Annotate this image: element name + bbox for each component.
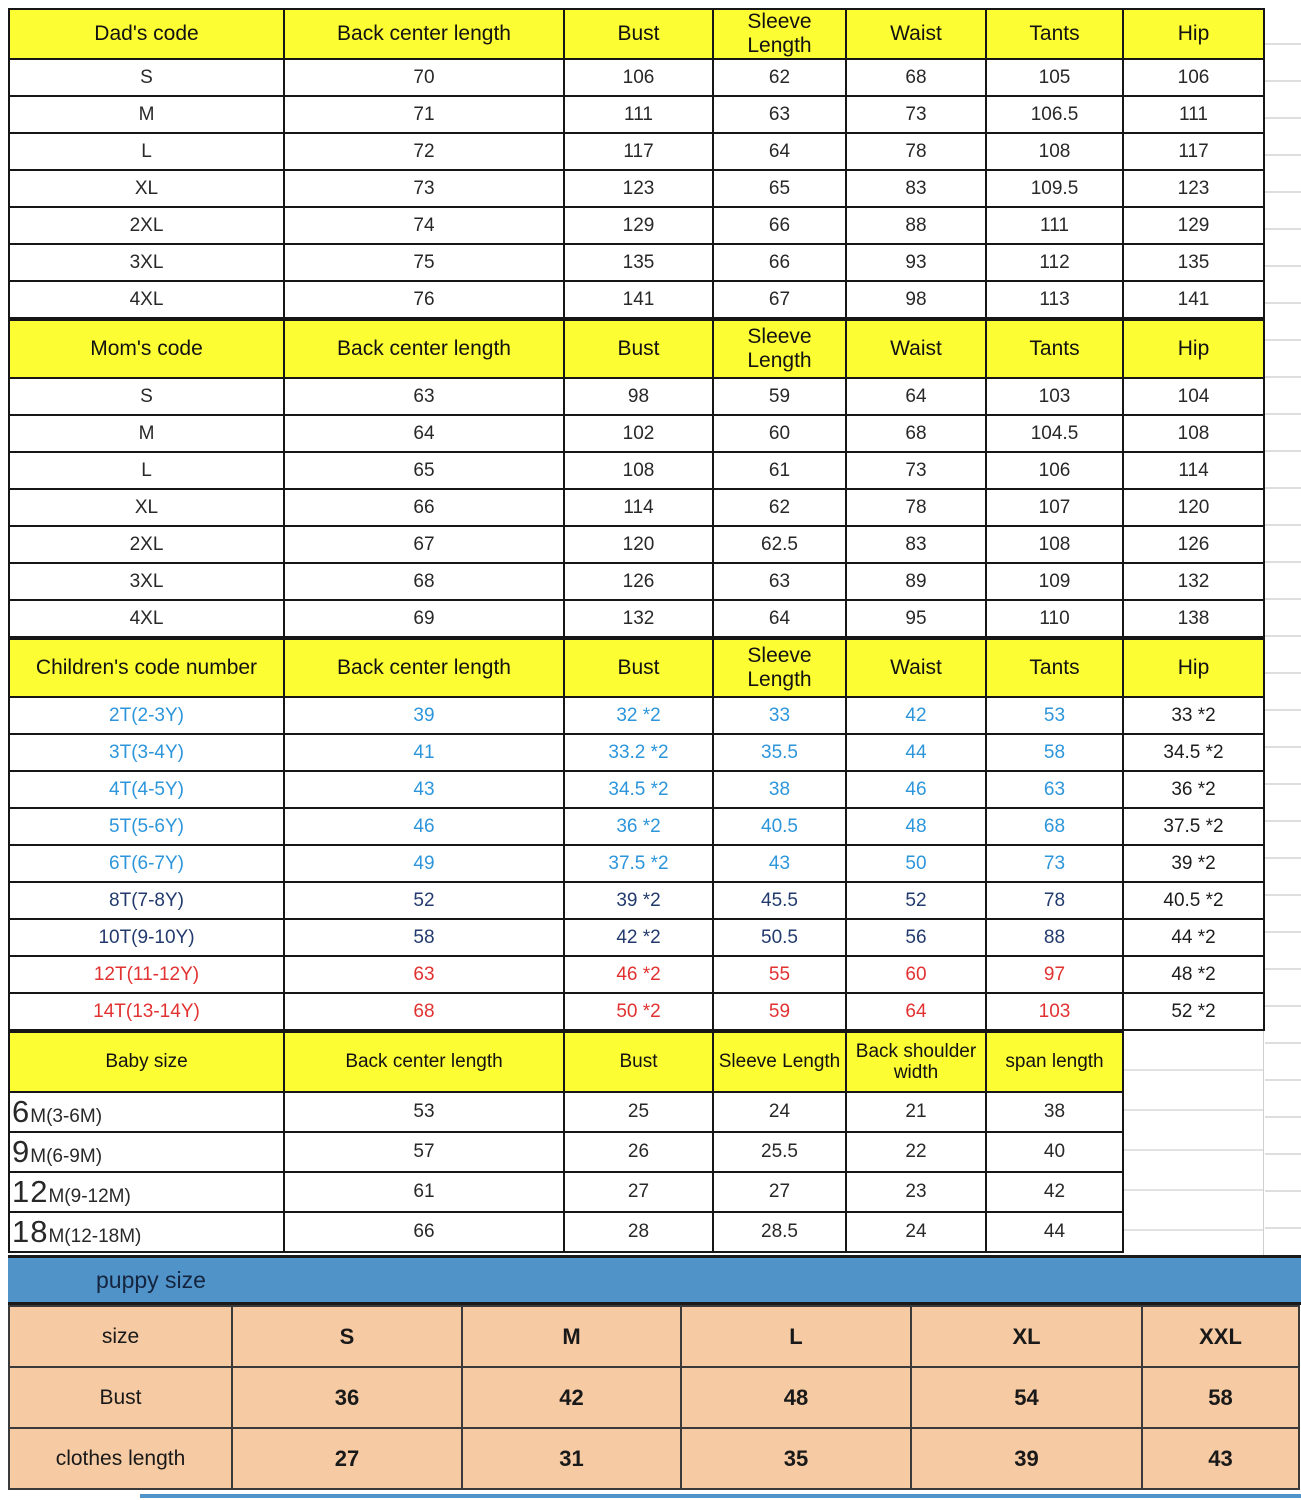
size-cell: 27 <box>564 1172 713 1212</box>
size-cell: 108 <box>1123 415 1264 452</box>
size-cell: 58 <box>284 919 564 956</box>
row-label: L <box>9 452 284 489</box>
size-cell: 68 <box>986 808 1123 845</box>
column-header: Back center length <box>284 639 564 697</box>
size-cell: 126 <box>564 563 713 600</box>
size-cell: 34.5 *2 <box>564 771 713 808</box>
column-header: Hip <box>1123 639 1264 697</box>
size-cell: 43 <box>713 845 846 882</box>
size-cell: 46 <box>846 771 986 808</box>
row-label-rest: M(9-12M) <box>48 1186 131 1207</box>
size-cell: 57 <box>284 1132 564 1172</box>
column-header: Bust <box>564 320 713 378</box>
size-cell: 40 <box>986 1132 1123 1172</box>
size-cell: 53 <box>986 697 1123 734</box>
size-cell: 83 <box>846 526 986 563</box>
size-cell: 76 <box>284 281 564 318</box>
size-cell: 36 *2 <box>564 808 713 845</box>
size-cell: 37.5 *2 <box>1123 808 1264 845</box>
size-cell: 135 <box>564 244 713 281</box>
size-cell: 65 <box>713 170 846 207</box>
size-cell: 63 <box>284 956 564 993</box>
size-cell: 106 <box>564 59 713 96</box>
size-cell: 104 <box>1123 378 1264 415</box>
size-cell: 64 <box>713 600 846 637</box>
row-label: 4XL <box>9 600 284 637</box>
row-label: XL <box>9 170 284 207</box>
size-cell: 22 <box>846 1132 986 1172</box>
size-cell: 36 *2 <box>1123 771 1264 808</box>
size-cell: 50 *2 <box>564 993 713 1030</box>
size-cell: 40.5 *2 <box>1123 882 1264 919</box>
size-cell: 78 <box>846 489 986 526</box>
row-label-big: 9 <box>12 1134 31 1169</box>
size-cell: 58 <box>1142 1367 1299 1428</box>
baby-size-table <box>8 1031 1124 1253</box>
size-cell: 111 <box>1123 96 1264 133</box>
row-label <box>9 1172 284 1212</box>
column-header: Mom's code <box>9 320 284 378</box>
size-cell: 114 <box>1123 452 1264 489</box>
size-cell: 62 <box>713 489 846 526</box>
row-label: 4XL <box>9 281 284 318</box>
size-cell: 68 <box>284 993 564 1030</box>
size-cell: 28 <box>564 1212 713 1252</box>
column-header: Children's code number <box>9 639 284 697</box>
row-label: clothes length <box>9 1428 232 1489</box>
size-cell: 62.5 <box>713 526 846 563</box>
size-cell: 88 <box>986 919 1123 956</box>
row-label: 2T(2-3Y) <box>9 697 284 734</box>
size-cell: 68 <box>846 59 986 96</box>
size-cell: 48 <box>681 1367 911 1428</box>
size-cell: 117 <box>564 133 713 170</box>
size-cell: 54 <box>911 1367 1142 1428</box>
size-cell: 93 <box>846 244 986 281</box>
column-header: Sleeve Length <box>713 1032 846 1092</box>
size-cell: 66 <box>284 489 564 526</box>
row-label: 5T(5-6Y) <box>9 808 284 845</box>
row-label: 8T(7-8Y) <box>9 882 284 919</box>
size-cell: 70 <box>284 59 564 96</box>
row-label: S <box>9 59 284 96</box>
size-cell: 135 <box>1123 244 1264 281</box>
size-cell: 108 <box>986 526 1123 563</box>
size-cell: 52 *2 <box>1123 993 1264 1030</box>
size-cell: 67 <box>284 526 564 563</box>
size-cell: 104.5 <box>986 415 1123 452</box>
size-cell: 48 *2 <box>1123 956 1264 993</box>
size-cell: 39 <box>284 697 564 734</box>
size-cell: 72 <box>284 133 564 170</box>
size-cell: 106 <box>1123 59 1264 96</box>
row-label: 3T(3-4Y) <box>9 734 284 771</box>
size-cell: 48 <box>846 808 986 845</box>
size-cell: 42 <box>986 1172 1123 1212</box>
size-cell: 74 <box>284 207 564 244</box>
size-cell: 75 <box>284 244 564 281</box>
column-header: Tants <box>986 9 1123 59</box>
size-cell: 50.5 <box>713 919 846 956</box>
size-cell: 65 <box>284 452 564 489</box>
size-cell: 55 <box>713 956 846 993</box>
size-cell: 60 <box>846 956 986 993</box>
size-cell: 45.5 <box>713 882 846 919</box>
row-label-rest: M(3-6M) <box>30 1106 103 1127</box>
size-cell: 66 <box>284 1212 564 1252</box>
size-cell: 63 <box>713 563 846 600</box>
size-cell: 43 <box>284 771 564 808</box>
row-label: 2XL <box>9 207 284 244</box>
size-cell: 64 <box>713 133 846 170</box>
size-cell: 42 <box>846 697 986 734</box>
size-cell: 56 <box>846 919 986 956</box>
size-cell: 52 <box>284 882 564 919</box>
size-cell: 42 <box>462 1367 681 1428</box>
size-cell: 106.5 <box>986 96 1123 133</box>
size-cell: 107 <box>986 489 1123 526</box>
size-cell: 49 <box>284 845 564 882</box>
column-header: Tants <box>986 639 1123 697</box>
column-header: Bust <box>564 1032 713 1092</box>
column-header: Sleeve Length <box>713 639 846 697</box>
size-cell: 31 <box>462 1428 681 1489</box>
column-header: Sleeve Length <box>713 320 846 378</box>
size-cell: 61 <box>713 452 846 489</box>
size-cell: 78 <box>986 882 1123 919</box>
size-cell: 89 <box>846 563 986 600</box>
size-cell: 34.5 *2 <box>1123 734 1264 771</box>
size-cell: 23 <box>846 1172 986 1212</box>
size-cell: 98 <box>564 378 713 415</box>
size-cell: 35 <box>681 1428 911 1489</box>
size-cell: 126 <box>1123 526 1264 563</box>
size-cell: 73 <box>846 452 986 489</box>
row-label: S <box>9 378 284 415</box>
column-header: Sleeve Length <box>713 9 846 59</box>
size-cell: 44 <box>986 1212 1123 1252</box>
empty-grid-area <box>1124 1031 1264 1255</box>
column-header: span length <box>986 1032 1123 1092</box>
column-header: Back center length <box>284 9 564 59</box>
row-label: 10T(9-10Y) <box>9 919 284 956</box>
column-header: Back center length <box>284 1032 564 1092</box>
size-cell: 103 <box>986 993 1123 1030</box>
row-label: 3XL <box>9 563 284 600</box>
row-label: 6T(6-7Y) <box>9 845 284 882</box>
dads-size-table <box>8 8 1265 319</box>
size-cell: 52 <box>846 882 986 919</box>
column-header: Baby size <box>9 1032 284 1092</box>
size-cell: 111 <box>564 96 713 133</box>
row-label: 2XL <box>9 526 284 563</box>
row-label: 12T(11-12Y) <box>9 956 284 993</box>
size-cell: 63 <box>986 771 1123 808</box>
size-cell: 26 <box>564 1132 713 1172</box>
size-cell: 43 <box>1142 1428 1299 1489</box>
column-header: Waist <box>846 320 986 378</box>
size-cell: 50 <box>846 845 986 882</box>
size-cell: 120 <box>1123 489 1264 526</box>
size-cell: 141 <box>564 281 713 318</box>
column-header: Bust <box>564 9 713 59</box>
spreadsheet-gutter <box>1265 8 1301 1255</box>
size-cell: 132 <box>564 600 713 637</box>
row-label-rest: M(6-9M) <box>30 1146 103 1167</box>
size-cell: 78 <box>846 133 986 170</box>
row-label-rest: M(12-18M) <box>48 1226 142 1247</box>
column-header: Hip <box>1123 320 1264 378</box>
row-label: 14T(13-14Y) <box>9 993 284 1030</box>
row-label-big: 18 <box>12 1214 49 1249</box>
size-cell: 102 <box>564 415 713 452</box>
size-cell: 42 *2 <box>564 919 713 956</box>
row-label: 4T(4-5Y) <box>9 771 284 808</box>
size-cell: 62 <box>713 59 846 96</box>
size-cell: 103 <box>986 378 1123 415</box>
size-cell: 108 <box>564 452 713 489</box>
row-label <box>9 1212 284 1252</box>
puppy-size-table <box>8 1305 1300 1490</box>
size-cell: 59 <box>713 993 846 1030</box>
size-cell: 27 <box>713 1172 846 1212</box>
row-label: size <box>9 1306 232 1367</box>
size-cell: 129 <box>1123 207 1264 244</box>
size-cell: M <box>462 1306 681 1367</box>
size-cell: 38 <box>713 771 846 808</box>
size-cell: 60 <box>713 415 846 452</box>
row-label: XL <box>9 489 284 526</box>
column-header: Tants <box>986 320 1123 378</box>
size-cell: 73 <box>986 845 1123 882</box>
size-cell: 35.5 <box>713 734 846 771</box>
size-cell: 64 <box>284 415 564 452</box>
size-cell: 46 <box>284 808 564 845</box>
size-cell: 21 <box>846 1092 986 1132</box>
size-cell: 123 <box>1123 170 1264 207</box>
bottom-blue-line <box>140 1494 1301 1498</box>
size-cell: 73 <box>284 170 564 207</box>
size-cell: 66 <box>713 244 846 281</box>
size-cell: 44 *2 <box>1123 919 1264 956</box>
size-cell: 117 <box>1123 133 1264 170</box>
size-cell: 110 <box>986 600 1123 637</box>
row-label <box>9 1132 284 1172</box>
size-cell: 61 <box>284 1172 564 1212</box>
size-cell: 38 <box>986 1092 1123 1132</box>
size-cell: 64 <box>846 993 986 1030</box>
column-header: Waist <box>846 639 986 697</box>
size-cell: 98 <box>846 281 986 318</box>
puppy-size-banner-label: puppy size <box>96 1266 206 1293</box>
size-cell: 25 <box>564 1092 713 1132</box>
size-cell: 27 <box>232 1428 462 1489</box>
size-cell: 73 <box>846 96 986 133</box>
size-cell: 33.2 *2 <box>564 734 713 771</box>
row-label: 3XL <box>9 244 284 281</box>
size-cell: 28.5 <box>713 1212 846 1252</box>
size-cell: 64 <box>846 378 986 415</box>
size-cell: 63 <box>284 378 564 415</box>
column-header: Hip <box>1123 9 1264 59</box>
column-header: Dad's code <box>9 9 284 59</box>
size-cell: 88 <box>846 207 986 244</box>
childrens-size-table <box>8 638 1265 1031</box>
size-cell: 141 <box>1123 281 1264 318</box>
size-cell: 83 <box>846 170 986 207</box>
row-label <box>9 1092 284 1132</box>
column-header: Bust <box>564 639 713 697</box>
size-cell: 109.5 <box>986 170 1123 207</box>
size-cell: 24 <box>713 1092 846 1132</box>
size-cell: 66 <box>713 207 846 244</box>
size-cell: 68 <box>846 415 986 452</box>
size-cell: 113 <box>986 281 1123 318</box>
size-cell: XXL <box>1142 1306 1299 1367</box>
size-cell: 69 <box>284 600 564 637</box>
size-cell: 40.5 <box>713 808 846 845</box>
size-cell: XL <box>911 1306 1142 1367</box>
size-cell: 108 <box>986 133 1123 170</box>
size-cell: 97 <box>986 956 1123 993</box>
size-cell: 41 <box>284 734 564 771</box>
size-cell: 105 <box>986 59 1123 96</box>
column-header: Back center length <box>284 320 564 378</box>
size-cell: 24 <box>846 1212 986 1252</box>
size-cell: 123 <box>564 170 713 207</box>
size-cell: 39 <box>911 1428 1142 1489</box>
row-label-big: 6 <box>12 1094 31 1129</box>
size-cell: 46 *2 <box>564 956 713 993</box>
size-cell: 68 <box>284 563 564 600</box>
size-cell: 95 <box>846 600 986 637</box>
size-cell: 58 <box>986 734 1123 771</box>
size-cell: L <box>681 1306 911 1367</box>
size-cell: 59 <box>713 378 846 415</box>
row-label: Bust <box>9 1367 232 1428</box>
row-label: L <box>9 133 284 170</box>
size-cell: 67 <box>713 281 846 318</box>
size-cell: 33 *2 <box>1123 697 1264 734</box>
size-cell: 132 <box>1123 563 1264 600</box>
row-label: M <box>9 415 284 452</box>
size-cell: 32 *2 <box>564 697 713 734</box>
size-cell: 71 <box>284 96 564 133</box>
size-cell: 112 <box>986 244 1123 281</box>
size-cell: 138 <box>1123 600 1264 637</box>
size-cell: 39 *2 <box>1123 845 1264 882</box>
size-cell: 114 <box>564 489 713 526</box>
size-cell: 25.5 <box>713 1132 846 1172</box>
size-cell: 53 <box>284 1092 564 1132</box>
size-cell: 129 <box>564 207 713 244</box>
column-header: Back shoulder width <box>846 1032 986 1092</box>
size-cell: 36 <box>232 1367 462 1428</box>
size-cell: 39 *2 <box>564 882 713 919</box>
size-cell: 33 <box>713 697 846 734</box>
puppy-size-banner <box>8 1255 1301 1305</box>
row-label-big: 12 <box>12 1174 49 1209</box>
size-cell: 63 <box>713 96 846 133</box>
moms-size-table <box>8 319 1265 638</box>
row-label: M <box>9 96 284 133</box>
size-cell: 37.5 *2 <box>564 845 713 882</box>
size-cell: 109 <box>986 563 1123 600</box>
column-header: Waist <box>846 9 986 59</box>
size-cell: 44 <box>846 734 986 771</box>
size-cell: 111 <box>986 207 1123 244</box>
size-cell: 120 <box>564 526 713 563</box>
size-cell: S <box>232 1306 462 1367</box>
size-cell: 106 <box>986 452 1123 489</box>
